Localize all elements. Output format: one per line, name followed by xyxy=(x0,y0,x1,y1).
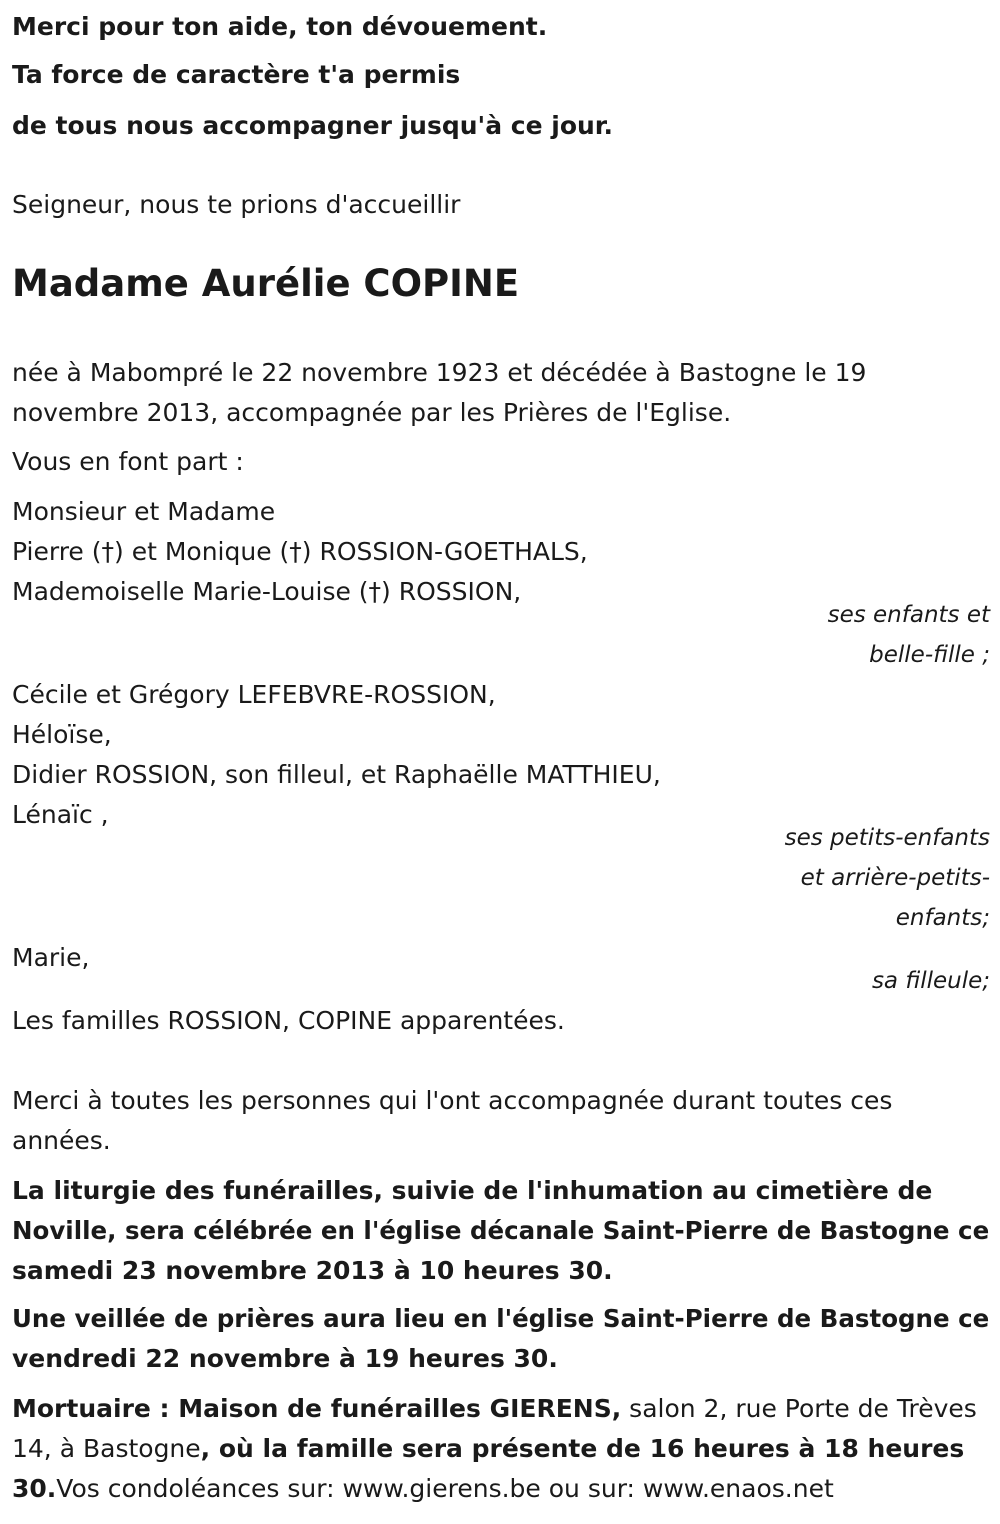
grandchildren-line-2: Héloïse, xyxy=(12,720,112,749)
grandchildren-relation-3: enfants; xyxy=(895,905,990,931)
thanks-line-1: Merci à toutes les personnes qui l'ont accompagnée durant toutes ces xyxy=(12,1086,893,1115)
grandchildren-relation-2: et arrière-petits- xyxy=(800,865,990,891)
intro-line-2: Ta force de caractère t'a permis xyxy=(12,60,461,89)
vigil-line-1: Une veillée de prières aura lieu en l'église Saint-Pierre de Bastogne ce xyxy=(12,1304,990,1333)
intro-line-3: de tous nous accompagner jusqu'à ce jour. xyxy=(12,111,614,140)
children-line-2: Pierre (†) et Monique (†) ROSSION-GOETHALS, xyxy=(12,537,588,566)
grandchildren-line-4: Lénaïc , xyxy=(12,800,109,829)
children-relation-2: belle-fille ; xyxy=(869,642,990,668)
mortuary-address-1: salon 2, rue Porte de Trèves xyxy=(621,1394,977,1423)
children-line-1: Monsieur et Madame xyxy=(12,497,276,526)
mortuary-presence: , où la famille sera présente de 16 heures à 18 heures xyxy=(200,1434,965,1463)
deceased-name: Madame Aurélie COPINE xyxy=(12,262,520,305)
grandchildren-line-1: Cécile et Grégory LEFEBVRE-ROSSION, xyxy=(12,680,496,709)
liturgy-line-3: samedi 23 novembre 2013 à 10 heures 30. xyxy=(12,1256,613,1285)
mortuary-address-2: 14, à Bastogne xyxy=(12,1434,201,1463)
grandchildren-relation-1: ses petits-enfants xyxy=(784,825,990,851)
condolences-text: Vos condoléances sur: www.gierens.be ou sur: www.enaos.net xyxy=(56,1474,834,1503)
grandchildren-line-3: Didier ROSSION, son filleul, et Raphaëlle MATTHIEU, xyxy=(12,760,661,789)
mortuary-line-3 xyxy=(12,1474,834,1504)
thanks-line-2: années. xyxy=(12,1126,111,1155)
vigil-line-2: vendredi 22 novembre à 19 heures 30. xyxy=(12,1344,558,1373)
goddaughter-relation: sa filleule; xyxy=(871,968,990,994)
children-line-3: Mademoiselle Marie-Louise (†) ROSSION, xyxy=(12,577,522,606)
intro-line-1: Merci pour ton aide, ton dévouement. xyxy=(12,12,548,41)
birth-death-line-1: née à Mabompré le 22 novembre 1923 et décédée à Bastogne le 19 xyxy=(12,358,867,387)
prayer-line: Seigneur, nous te prions d'accueillir xyxy=(12,190,461,219)
families-line: Les familles ROSSION, COPINE apparentées. xyxy=(12,1006,565,1035)
liturgy-line-2: Noville, sera célébrée en l'église décanale Saint-Pierre de Bastogne ce xyxy=(12,1216,990,1245)
mortuary-line-2 xyxy=(12,1434,964,1464)
liturgy-line-1: La liturgie des funérailles, suivie de l'inhumation au cimetière de xyxy=(12,1176,933,1205)
children-relation-1: ses enfants et xyxy=(827,602,990,628)
birth-death-line-2: novembre 2013, accompagnée par les Prières de l'Eglise. xyxy=(12,398,732,427)
mortuary-presence-end: 30. xyxy=(12,1474,57,1503)
mortuary-label: Mortuaire : Maison de funérailles GIERENS, xyxy=(12,1394,622,1423)
goddaughter-name: Marie, xyxy=(12,943,90,972)
announce-line: Vous en font part : xyxy=(12,447,244,476)
mortuary-line-1 xyxy=(12,1394,977,1424)
